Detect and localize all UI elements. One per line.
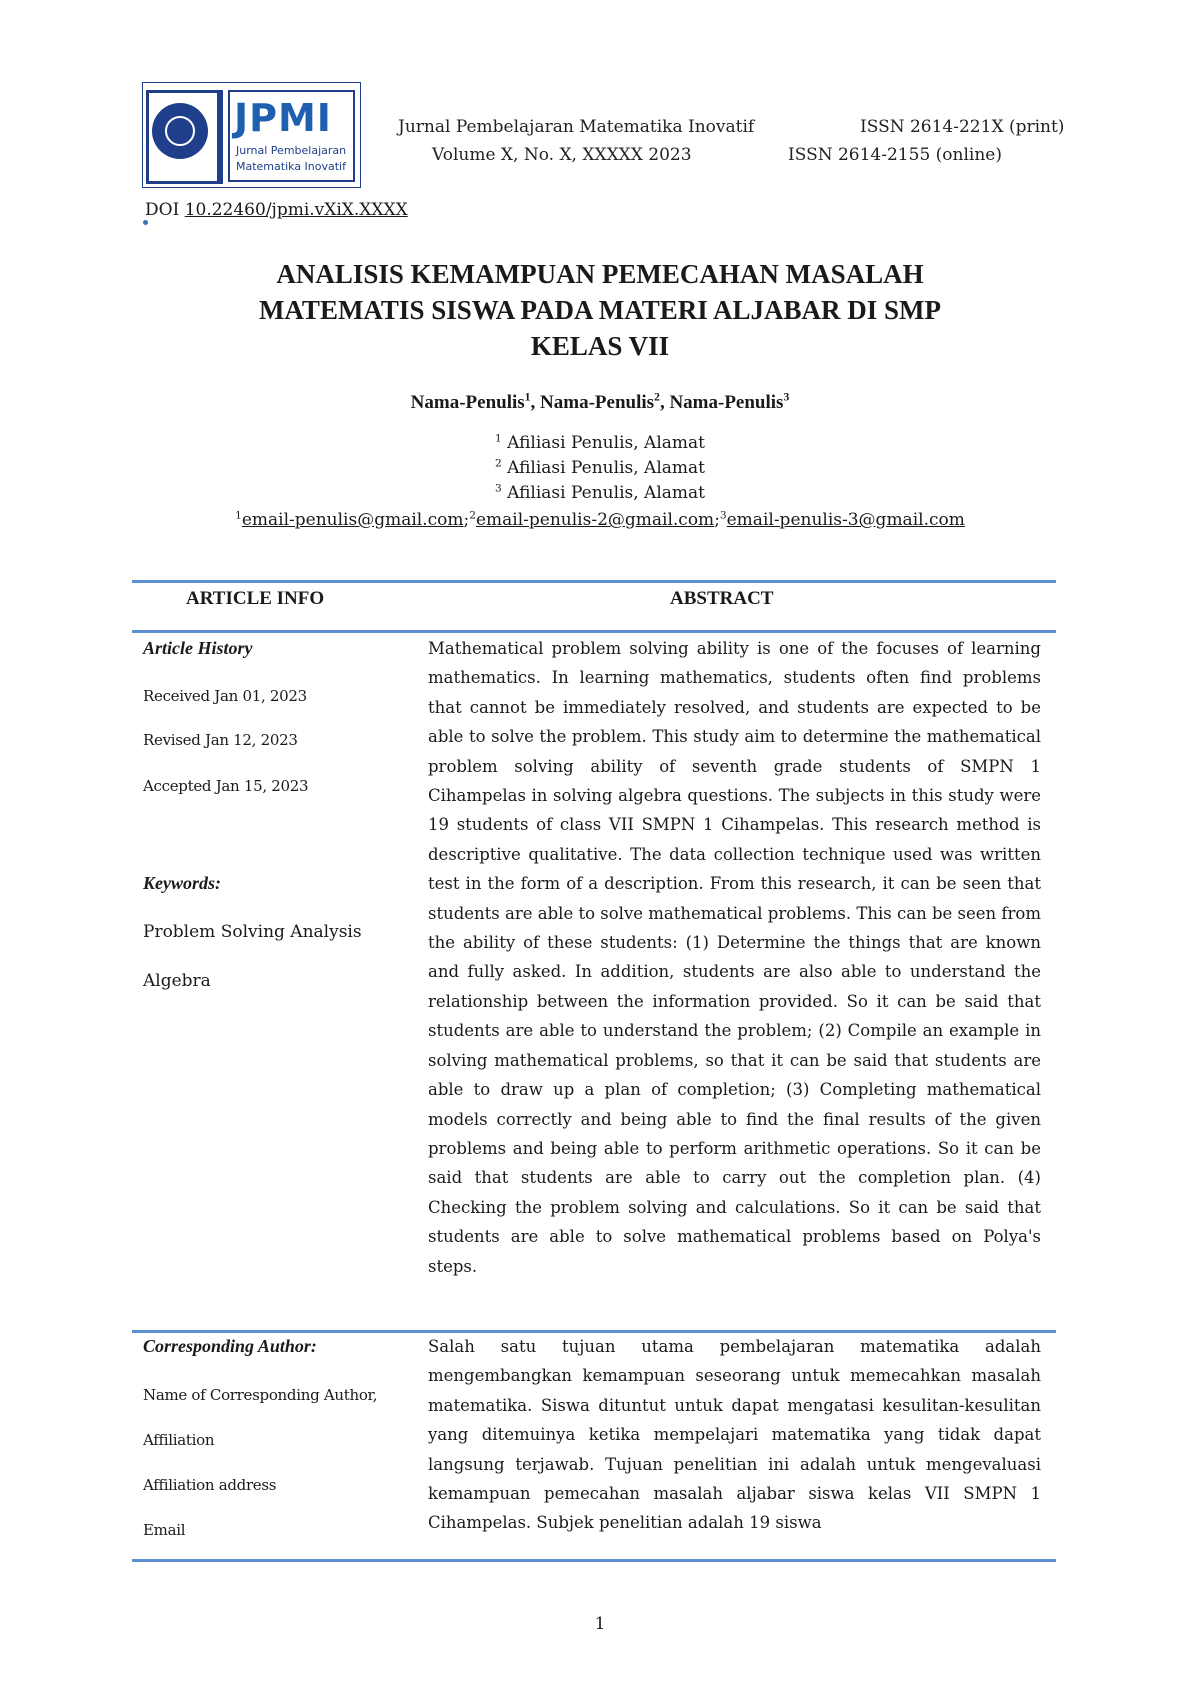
doi-label: DOI xyxy=(145,200,180,220)
title-line-2: MATEMATIS SISWA PADA MATERI ALJABAR DI SMP xyxy=(258,295,942,325)
email-1[interactable]: email-penulis@gmail.com xyxy=(241,510,464,530)
email-2[interactable]: email-penulis-2@gmail.com xyxy=(475,510,715,530)
title-line-3: KELAS VII xyxy=(530,331,670,361)
keywords-heading: Keywords: xyxy=(143,873,221,893)
table-bottom-rule xyxy=(132,1559,1056,1562)
logo-subtitle-1: Jurnal Pembelajaran xyxy=(236,144,347,157)
table-top-rule xyxy=(132,580,1056,583)
abstract-indonesian: Salah satu tujuan utama pembelajaran matematika adalah mengembangkan kemampuan seseorang untuk memecahkan masalah matematika. Siswa dituntut untuk dapat mengatasi kesulitan-kesulitan yang ditemuinya ketika mempelajari matematika yang tidak dapat langsung terjawab. Tujuan penelitian ini adalah untuk mengevaluasi kemampuan pemecahan masalah aljabar siswa kelas VII SMPN 1 Cihampelas. Subjek penelitian adalah 19 siswa xyxy=(428,1337,1041,1533)
affiliation-3: $^3$ Afiliasi Penulis, Alamat xyxy=(495,482,705,503)
email-3[interactable]: email-penulis-3@gmail.com xyxy=(726,510,965,530)
volume-info: Volume X, No. X, XXXXX 2023 xyxy=(432,145,692,165)
logo-wordmark: JPMI xyxy=(234,96,332,140)
bullet-dot xyxy=(143,220,148,225)
doi-link[interactable]: 10.22460/jpmi.vXiX.XXXX xyxy=(184,200,408,220)
issn-print: ISSN 2614-221X (print) xyxy=(860,117,1065,137)
author-list: Nama-Penulis$^1$, Nama-Penulis$^2$, Nama-Penulis$^3$ xyxy=(410,390,790,413)
journal-name: Jurnal Pembelajaran Matematika Inovatif xyxy=(398,117,755,137)
logo-seal-ring xyxy=(165,116,195,146)
author-emails: $^1$email-penulis@gmail.com;$^2$email-penulis-2@gmail.com;$^3$email-penulis-3@gmail.com xyxy=(235,509,965,530)
paper-title xyxy=(0,256,1200,364)
abstract-heading: ABSTRACT xyxy=(670,588,774,609)
issn-online: ISSN 2614-2155 (online) xyxy=(788,145,1002,165)
author-3: Nama-Penulis xyxy=(669,392,784,413)
keyword-2: Algebra xyxy=(143,971,211,991)
received-date: Received Jan 01, 2023 xyxy=(143,687,307,705)
author-2: Nama-Penulis xyxy=(540,392,655,413)
affiliation-2: $^2$ Afiliasi Penulis, Alamat xyxy=(495,457,705,478)
corresponding-name: Name of Corresponding Author, xyxy=(143,1386,378,1404)
table-header-rule xyxy=(132,630,1056,633)
title-line-1: ANALISIS KEMAMPUAN PEMECAHAN MASALAH xyxy=(276,259,924,289)
keyword-1: Problem Solving Analysis xyxy=(143,922,362,942)
doi-line xyxy=(145,200,408,220)
corresponding-affiliation: Affiliation xyxy=(143,1431,215,1449)
corresponding-email: Email xyxy=(143,1521,186,1539)
revised-date: Revised Jan 12, 2023 xyxy=(143,731,298,749)
affiliation-1: $^1$ Afiliasi Penulis, Alamat xyxy=(495,432,705,453)
author-1: Nama-Penulis xyxy=(410,392,525,413)
article-info-heading: ARTICLE INFO xyxy=(186,588,325,609)
logo-subtitle-2: Matematika Inovatif xyxy=(236,160,346,173)
corresponding-author-heading: Corresponding Author: xyxy=(143,1336,317,1356)
accepted-date: Accepted Jan 15, 2023 xyxy=(143,777,309,795)
corresponding-address: Affiliation address xyxy=(143,1476,277,1494)
page-number: 1 xyxy=(594,1614,606,1634)
abstract-english: Mathematical problem solving ability is one of the focuses of learning mathematics. In learning mathematics, students often find problems that cannot be immediately resolved, and students are expected to be able to solve the problem. This study aim to determine the mathematical problem solving ability of seventh grade students of SMPN 1 Cihampelas in solving algebra questions. The subjects in this study were 19 students of class VII SMPN 1 Cihampelas. This research method is descriptive qualitative. The data collection technique used was written test in the form of a description. From this research, it can be seen that students are able to solve mathematical problems. This can be seen from the ability of these students: (1) Determine the things that are known and fully asked. In addition, students are also able to understand the relationship between the information provided. So it can be said that students are able to understand the problem; (2) Compile an example in solving mathematical problems, so that it can be said that students are able to draw up a plan of completion; (3) Completing mathematical models correctly and being able to find the final results of the given problems and being able to perform arithmetic operations. So it can be said that students are able to carry out the completion plan. (4) Checking the problem solving and calculations. So it can be said that students are able to solve mathematical problems based on Polya's steps. xyxy=(428,639,1041,1276)
article-history-heading: Article History xyxy=(143,638,253,658)
